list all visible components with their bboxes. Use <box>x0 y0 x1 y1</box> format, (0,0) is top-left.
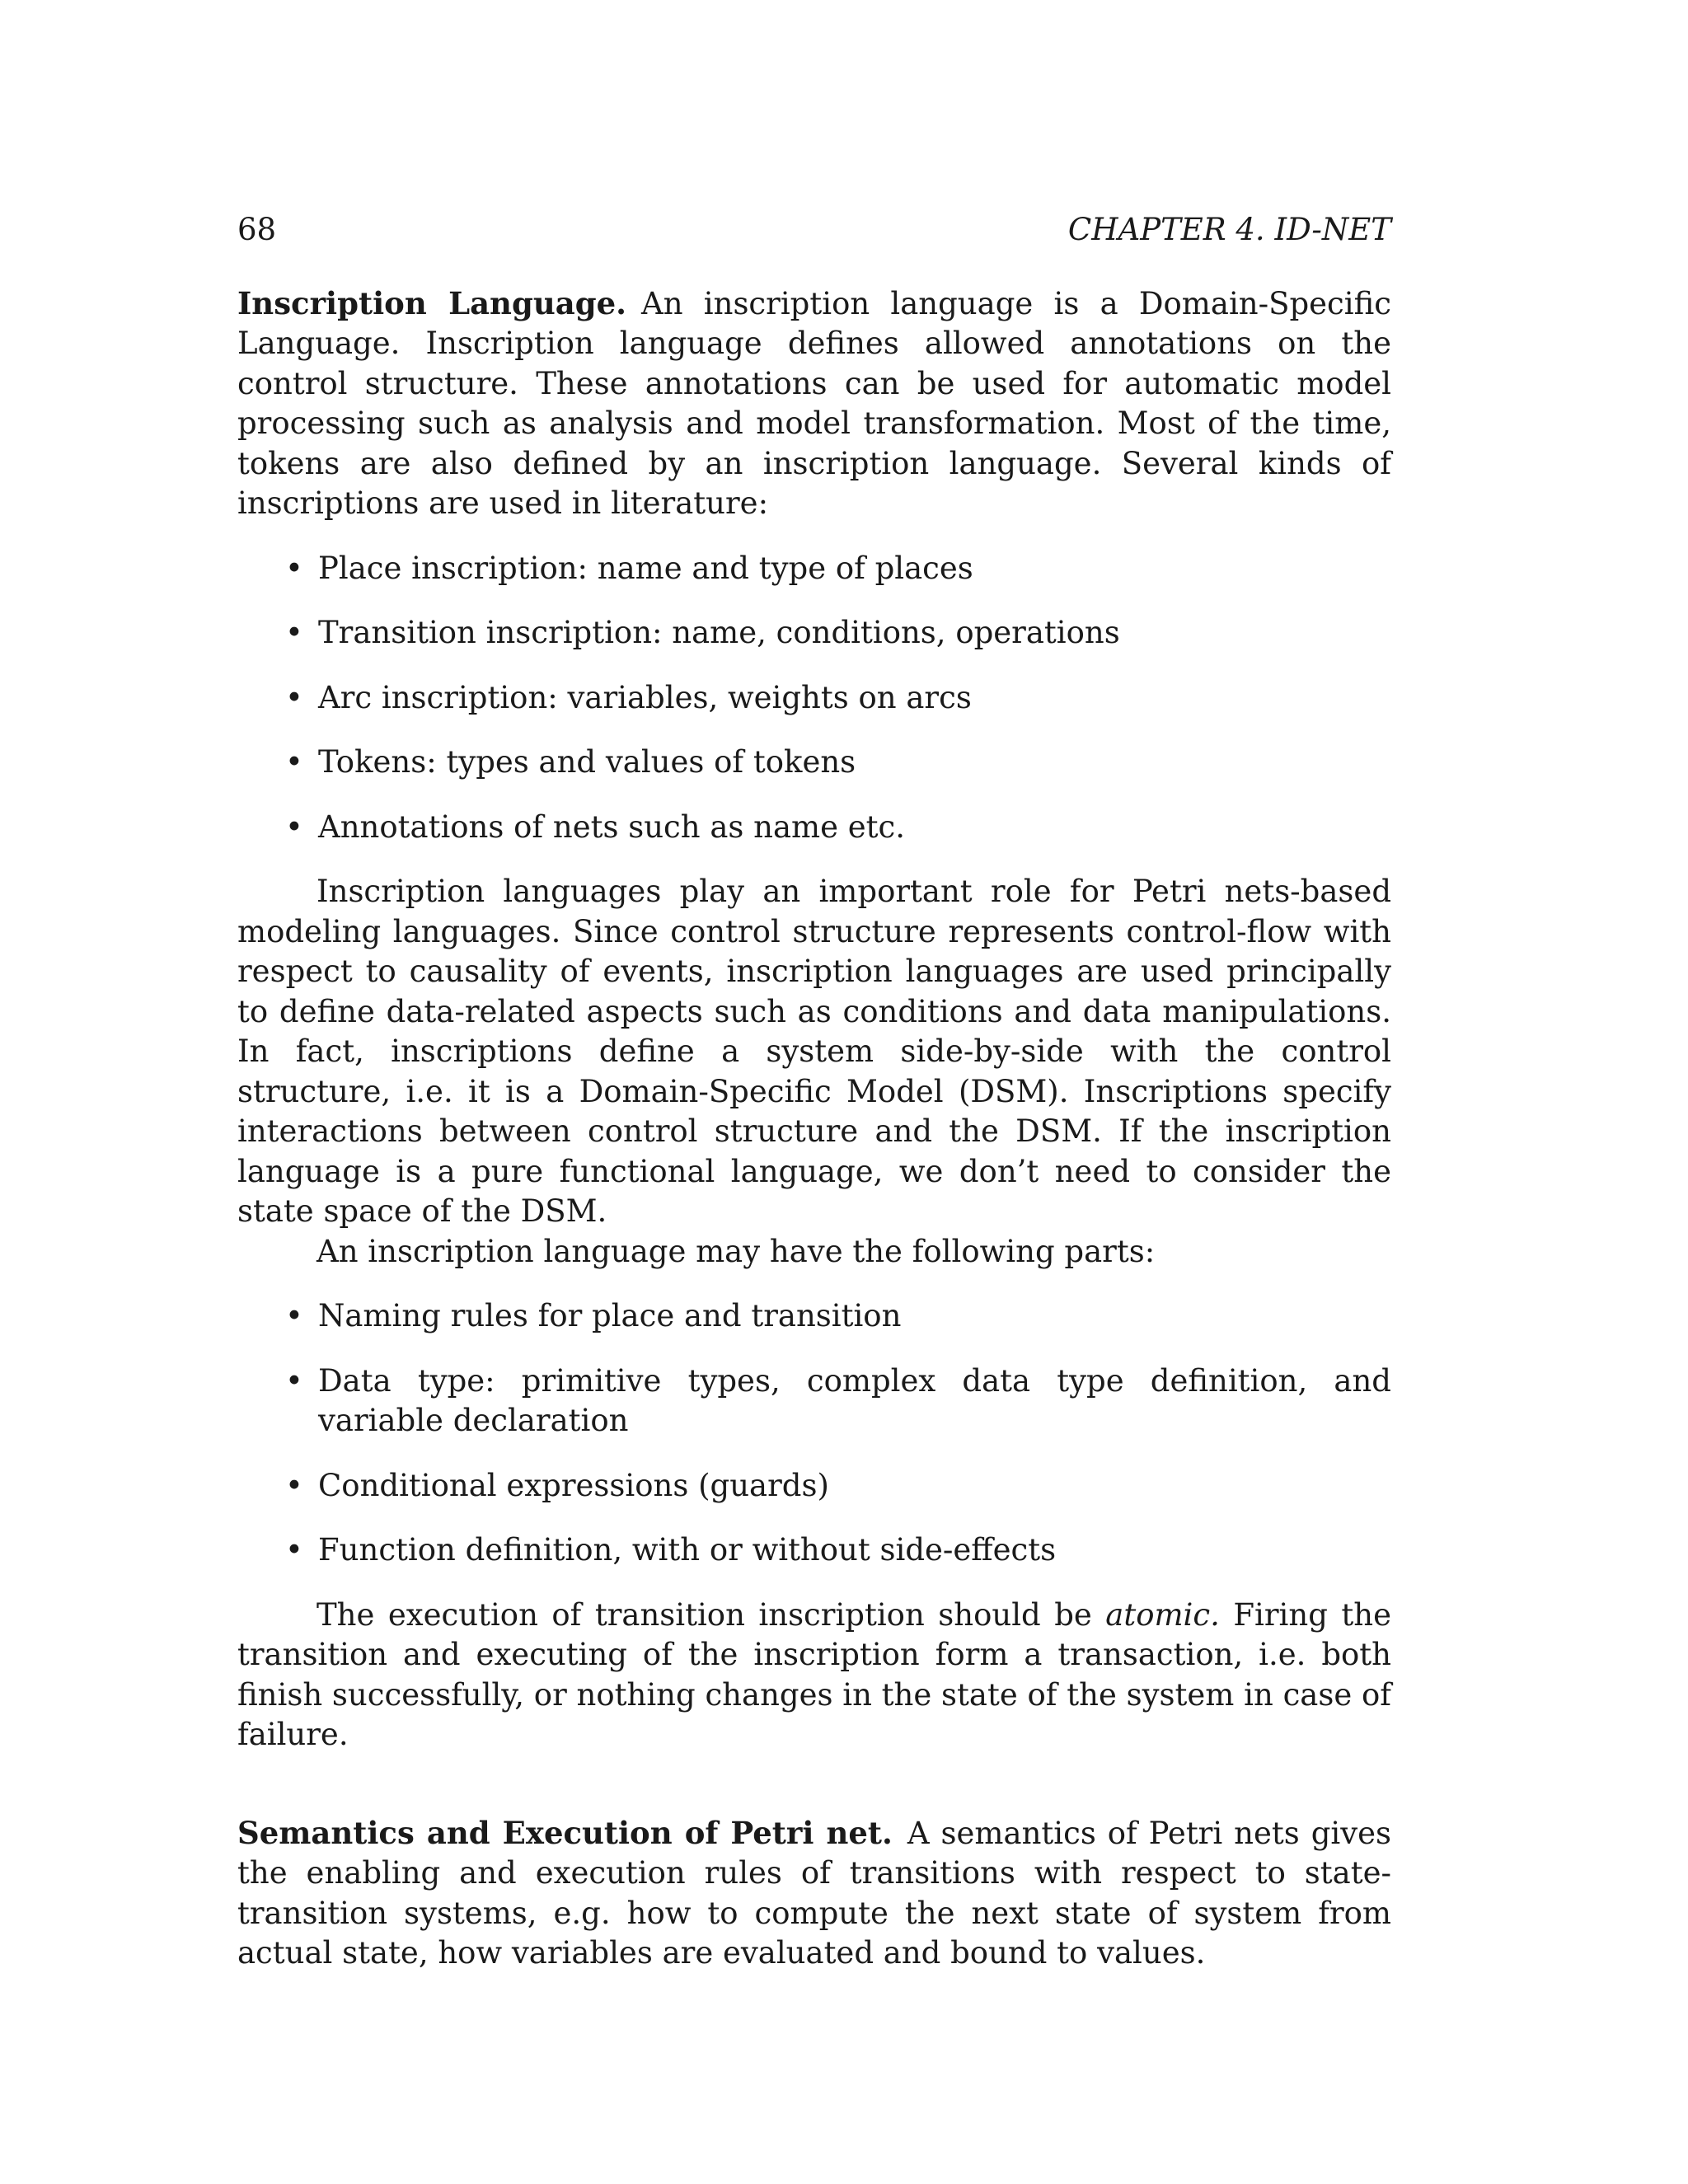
list-item <box>237 808 1391 848</box>
page <box>237 210 1391 1974</box>
list-item-text: Data type: primitive types, complex data type definition, and variable declaration <box>318 1362 1391 1438</box>
chapter-title: CHAPTER 4. ID-NET <box>1067 212 1391 247</box>
list-item <box>237 549 1391 589</box>
list-item <box>237 678 1391 719</box>
list-item-text: Transition inscription: name, conditions, operations <box>318 615 1120 650</box>
inscription-parts-intro: An inscription language may have the following parts: <box>316 1233 1156 1269</box>
semantics-paragraph <box>237 1813 1391 1974</box>
bullet-icon: • <box>285 1298 303 1333</box>
list-item-text: Place inscription: name and type of places <box>318 550 973 586</box>
inscription-role-paragraph: Inscription languages play an important role for Petri nets-based modeling languages. Since control structure represents control-flow with respect to causality of events, inscription languages are used principally to define data-related aspects such as conditions and data manipulations. In fact, inscriptions define a system side-by-side with the control structure, i.e. it is a Domain-Specific Model (DSM). Inscriptions specify interactions between control structure and the DSM. If the inscription language is a pure functional language, we don’t need to consider the state space of the DSM. <box>237 874 1391 1229</box>
execution-paragraph <box>237 1596 1391 1755</box>
list-item-text: Arc inscription: variables, weights on arcs <box>318 679 972 715</box>
bullet-icon: • <box>285 615 303 650</box>
inscription-intro-text: An inscription language is a Domain-Specific Language. Inscription language defines allowed annotations on the control structure. These annotations can be used for automatic model processing such as analysis and model transformation. Most of the time, tokens are also defined by an inscription language. Several kinds of inscriptions are used in literature: <box>237 285 1391 521</box>
list-item-text: Conditional expressions (guards) <box>318 1467 829 1503</box>
execution-emphasis: atomic. <box>1105 1596 1220 1633</box>
bullet-icon: • <box>285 550 303 586</box>
bullet-icon: • <box>285 744 303 780</box>
list-item-text: Naming rules for place and transition <box>318 1298 902 1333</box>
list-item-text: Annotations of nets such as name etc. <box>318 808 906 845</box>
semantics-heading: Semantics and Execution of Petri net. <box>237 1814 893 1851</box>
semantics-body: A semantics of Petri nets gives the enabling and execution rules of transitions with respect to state-transition systems, e.g. how to compute the next state of system from actual state, how variables are evaluated and bound to values. <box>237 1815 1391 1971</box>
list-item <box>237 1466 1391 1507</box>
page-number: 68 <box>237 212 277 247</box>
list-item <box>237 613 1391 654</box>
running-head <box>237 210 1391 251</box>
list-item-text: Function definition, with or without side-effects <box>318 1532 1057 1568</box>
list-item <box>237 743 1391 783</box>
inscription-kinds-list <box>237 549 1391 848</box>
inscription-intro-paragraph <box>237 284 1391 524</box>
bullet-icon: • <box>285 1362 303 1399</box>
bullet-icon: • <box>285 808 303 845</box>
execution-text-before: The execution of transition inscription should be <box>316 1596 1106 1633</box>
list-item <box>237 1530 1391 1571</box>
bullet-icon: • <box>285 679 303 715</box>
list-item <box>237 1361 1391 1441</box>
inscription-parts-list <box>237 1296 1391 1571</box>
list-item-text: Tokens: types and values of tokens <box>318 744 856 780</box>
execution-text-after: Firing the transition and executing of the inscription form a transaction, i.e. both finish successfully, or nothing changes in the state of the system in case of failure. <box>237 1596 1391 1752</box>
inscription-heading: Inscription Language. <box>237 284 626 321</box>
list-item <box>237 1296 1391 1337</box>
bullet-icon: • <box>285 1467 303 1503</box>
bullet-icon: • <box>285 1532 303 1568</box>
